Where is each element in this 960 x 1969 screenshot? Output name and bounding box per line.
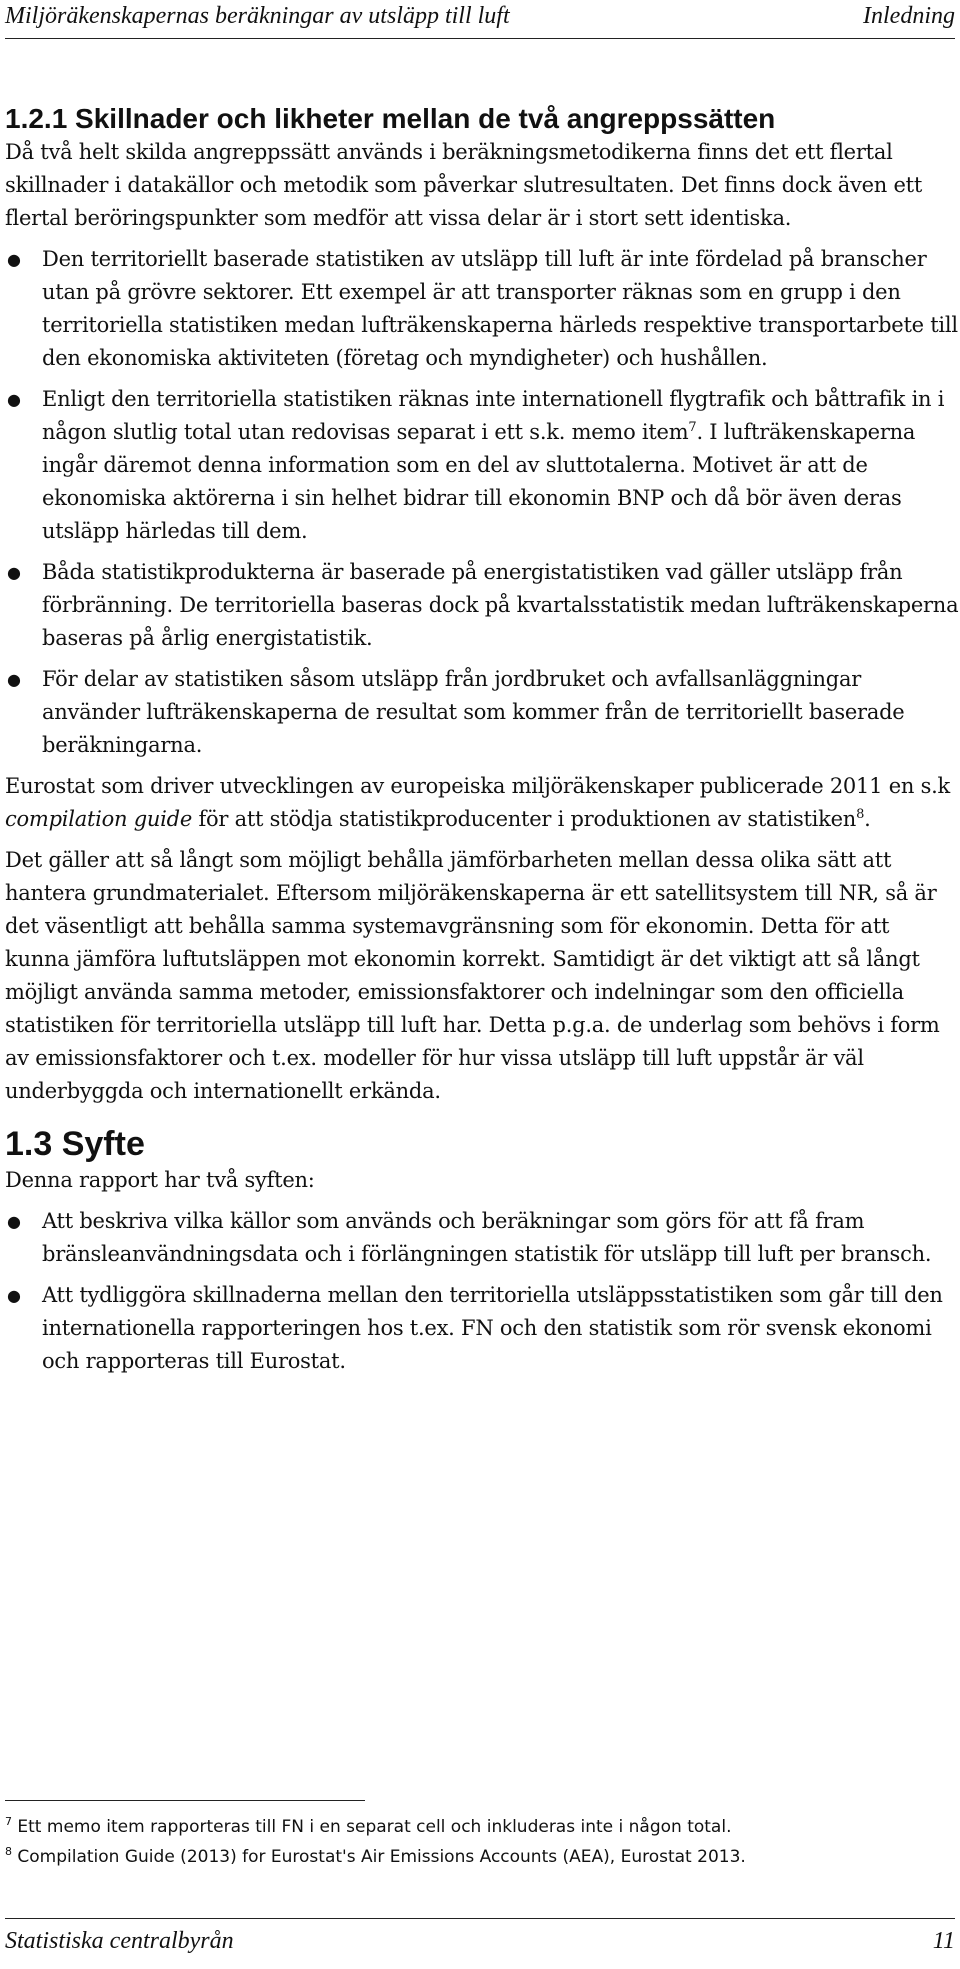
bullet-icon: ● — [7, 390, 21, 409]
bullet-icon: ● — [7, 563, 21, 582]
bullet-icon: ● — [7, 250, 21, 269]
list-item: ● Enligt den territoriella statistiken räknas inte internationell flygtrafik och båttrafik in i någon slutlig total utan redovisas separat i ett s.k. memo item$^7$. I lufträkenskaperna ingår däremot denna information som en del av sluttotalerna. Motivet är att de ekonomiska aktörerna i sin helhet bidrar till ekonomin BNP och då bör även deras utsläpp härledas till dem. — [5, 383, 960, 548]
footnote-7: $^7$ Ett memo item rapporteras till FN i en separat cell och inkluderas inte i någon total. — [5, 1815, 732, 1837]
footnotes — [5, 1812, 950, 1872]
header-chapter: Inledning — [863, 3, 955, 29]
purpose-intro: Denna rapport har två syften: — [5, 1168, 315, 1192]
page-number: 11 — [932, 1928, 955, 1954]
main-content — [5, 104, 960, 1386]
footer-rule — [5, 1918, 955, 1919]
intro-paragraph: Då två helt skilda angreppssätt används i beräkningsmetodikerna finns det ett flertal skillnader i datakällor och metodik som påverkar slutresultaten. Det finns dock även ett flertal beröringspunkter som medför att vissa delar är i stort sett identiska. — [5, 140, 923, 230]
footnote-rule — [5, 1800, 365, 1801]
list-item: ● Att tydliggöra skillnaderna mellan den territoriella utsläppsstatistiken som går till den internationella rapporteringen hos t.ex. FN och den statistik som rör svensk ekonomi och rapporteras till Eurostat. — [5, 1279, 960, 1378]
section-heading-1-2-1: 1.2.1 Skillnader och likheter mellan de två angreppssätten — [5, 103, 776, 134]
differences-list — [5, 243, 960, 762]
list-item: ● Båda statistikprodukterna är baserade på energistatistiken vad gäller utsläpp från förbränning. De territoriella baseras dock på kvartalsstatistik medan lufträkenskaperna baseras på årlig energistatistik. — [5, 556, 960, 655]
header-rule — [5, 38, 955, 39]
running-footer — [5, 1927, 955, 1955]
comparability-paragraph: Det gäller att så långt som möjligt behålla jämförbarheten mellan dessa olika sätt att hantera grundmaterialet. Eftersom miljöräkenskaperna är ett satellitsystem till NR, så är det väsentligt att behålla samma systemavgränsning som för ekonomin. Detta för att kunna jämföra luftutsläppen mot ekonomin korrekt. Samtidigt är det viktigt att så långt möjligt använda samma metoder, emissionsfaktorer och indelningar som den officiella statistiken för territoriella utsläpp till luft har. Detta p.g.a. de underlag som behövs i form av emissionsfaktorer och t.ex. modeller för hur vissa utsläpp till luft uppstår är väl underbyggda och internationellt erkända. — [5, 848, 940, 1103]
header-title: Miljöräkenskapernas beräkningar av utsläpp till luft — [5, 3, 510, 29]
footnote-ref-7: 7 — [688, 420, 697, 435]
eurostat-paragraph: Eurostat som driver utvecklingen av europeiska miljöräkenskaper publicerade 2011 en s.k compilation guide för att stödja statistikproducenter i produktionen av statistiken$^8$. — [5, 774, 950, 831]
bullet-icon: ● — [7, 1286, 21, 1305]
running-header — [5, 2, 955, 30]
footnote-ref-8: 8 — [856, 807, 865, 822]
compilation-guide-term: compilation guide — [5, 807, 193, 831]
footnote-8: $^8$ Compilation Guide (2013) for Eurostat's Air Emissions Accounts (AEA), Eurostat 2013. — [5, 1845, 746, 1867]
list-item: ● Att beskriva vilka källor som används och beräkningar som görs för att få fram bränsleanvändningsdata och i förlängningen statistik för utsläpp till luft per bransch. — [5, 1205, 960, 1271]
section-heading-1-3: 1.3 Syfte — [5, 1125, 145, 1163]
list-item: ● Den territoriellt baserade statistiken av utsläpp till luft är inte fördelad på branscher utan på grövre sektorer. Ett exempel är att transporter räknas som en grupp i den territoriella statistiken medan lufträkenskaperna härleds respektive transportarbete till den ekonomiska aktiviteten (företag och myndigheter) och hushållen. — [5, 243, 960, 375]
footer-publisher: Statistiska centralbyrån — [5, 1928, 234, 1954]
bullet-icon: ● — [7, 670, 21, 689]
purpose-list — [5, 1205, 960, 1378]
list-item: ● För delar av statistiken såsom utsläpp från jordbruket och avfallsanläggningar använder lufträkenskaperna de resultat som kommer från de territoriellt baserade beräkningarna. — [5, 663, 960, 762]
bullet-icon: ● — [7, 1212, 21, 1231]
